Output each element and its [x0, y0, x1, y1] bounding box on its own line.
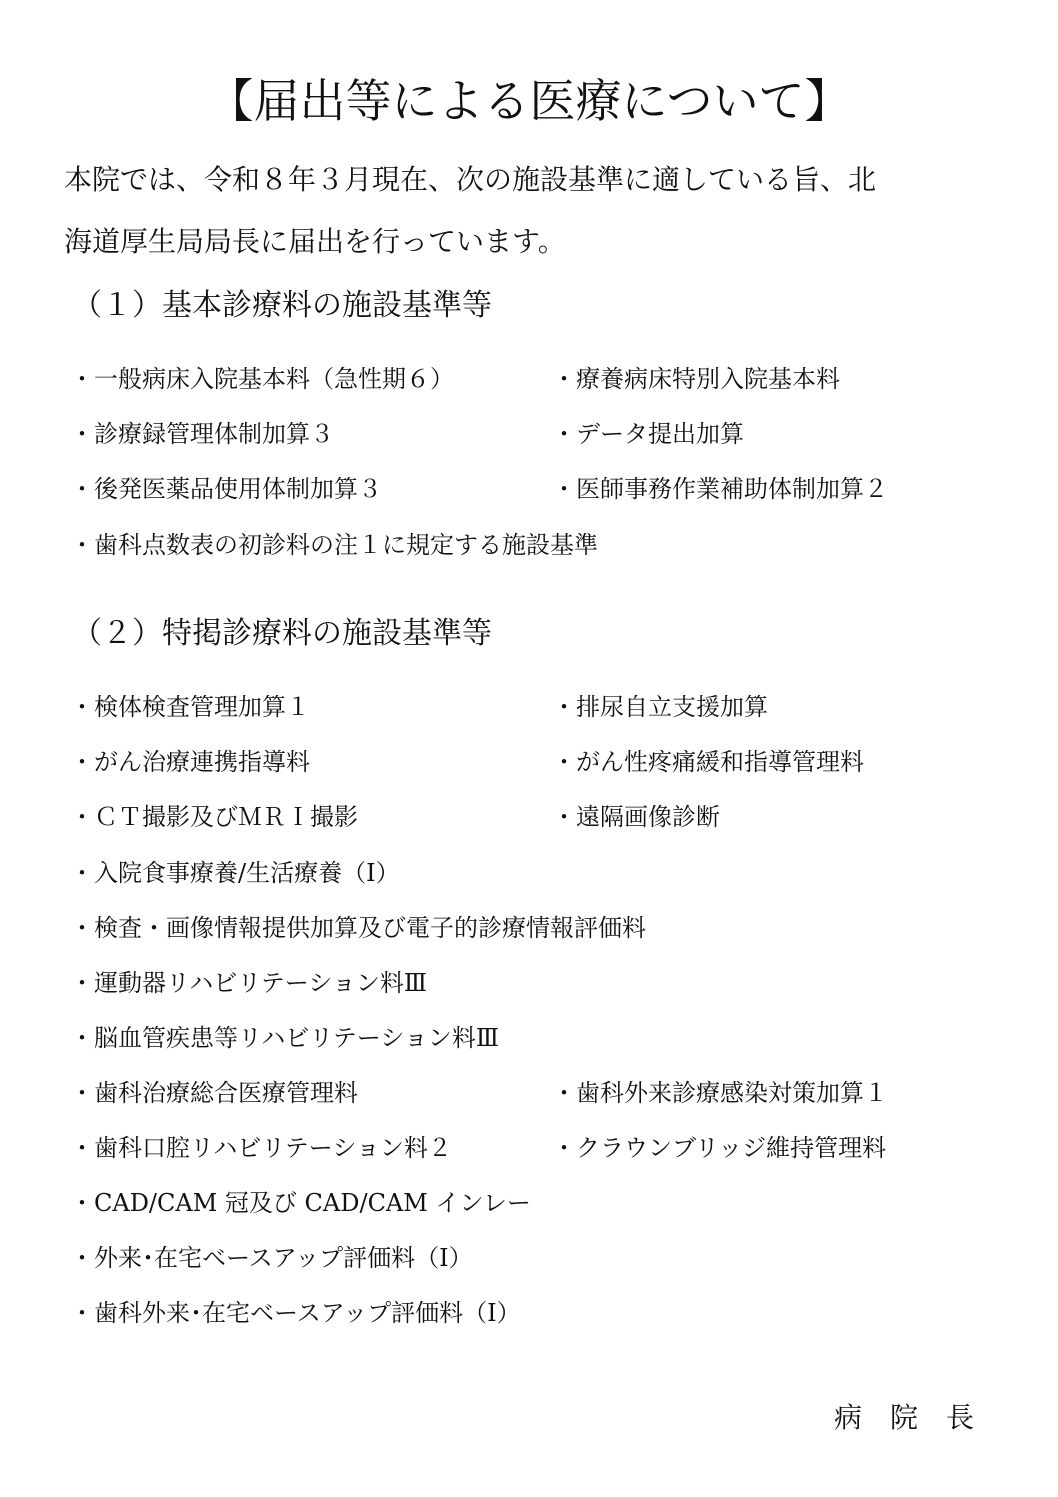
section-1-item: ・後発医薬品使用体制加算３: [70, 475, 382, 503]
section-2-item: ・入院食事療養/生活療養（Ⅰ）: [70, 859, 400, 887]
intro-line-2: 海道厚生局局長に届出を行っています。: [64, 225, 566, 258]
section-2-item: ・歯科外来診療感染対策加算１: [552, 1079, 888, 1107]
intro-line-1: 本院では、令和８年３月現在、次の施設基準に適している旨、北: [64, 163, 877, 196]
section-2-item: ・がん治療連携指導料: [70, 748, 310, 776]
section-2-item: ・がん性疼痛緩和指導管理料: [552, 748, 864, 776]
section-2-item: ・クラウンブリッジ維持管理料: [552, 1134, 887, 1162]
section-2-item: ・排尿自立支援加算: [552, 693, 768, 721]
section-1-heading: （１）基本診療料の施設基準等: [72, 288, 492, 323]
section-2-item: ・遠隔画像診断: [552, 803, 720, 831]
section-2-item: ・CAD/CAM 冠及び CAD/CAM インレー: [70, 1189, 531, 1217]
section-2-heading: （２）特掲診療料の施設基準等: [72, 616, 492, 651]
section-1-item: ・一般病床入院基本料（急性期６）: [70, 365, 454, 393]
section-2-item: ・運動器リハビリテーション料Ⅲ: [70, 969, 427, 997]
section-2-item: ・歯科治療総合医療管理料: [70, 1079, 358, 1107]
section-1-item: ・歯科点数表の初診料の注１に規定する施設基準: [70, 531, 598, 559]
section-2-item: ・ＣＴ撮影及びＭＲＩ撮影: [70, 803, 358, 831]
section-1-item: ・診療録管理体制加算３: [70, 420, 334, 448]
signature: 病 院 長: [834, 1401, 975, 1434]
page-title: 【届出等による医療について】: [207, 74, 851, 128]
section-1-item: ・医師事務作業補助体制加算２: [552, 475, 888, 503]
section-2-item: ・歯科外来･在宅ベースアップ評価料（Ⅰ）: [70, 1299, 521, 1327]
section-2-item: ・検体検査管理加算１: [70, 693, 310, 721]
section-2-item: ・脳血管疾患等リハビリテーション料Ⅲ: [70, 1024, 499, 1052]
section-1-item: ・データ提出加算: [552, 420, 744, 448]
section-2-item: ・外来･在宅ベースアップ評価料（Ⅰ）: [70, 1244, 473, 1272]
section-2-item: ・検査・画像情報提供加算及び電子的診療情報評価料: [70, 914, 646, 942]
section-2-item: ・歯科口腔リハビリテーション料２: [70, 1134, 452, 1162]
section-1-item: ・療養病床特別入院基本料: [552, 365, 840, 393]
